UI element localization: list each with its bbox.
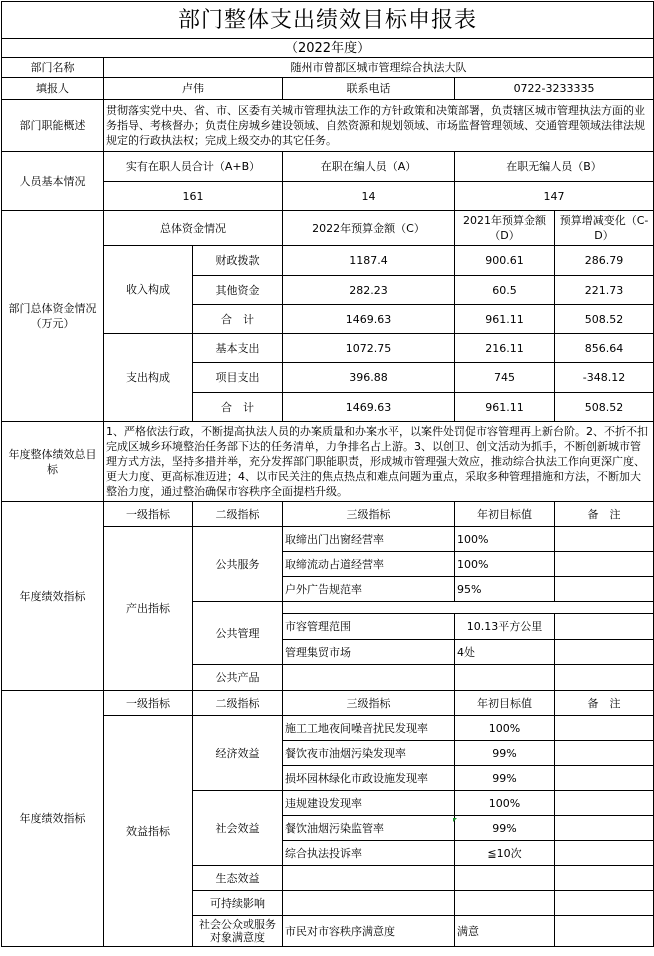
staff-total-value: 161: [104, 182, 283, 211]
staff-label: 人员基本情况: [2, 152, 104, 211]
perf-output-label: 年度绩效指标: [2, 502, 104, 691]
funds-head-total: 总体资金情况: [104, 211, 283, 246]
expense-c: 1072.75: [283, 334, 455, 363]
indicator-name: 户外广告规范率: [283, 577, 455, 602]
staff-a-value: 14: [283, 182, 455, 211]
indicator-remark: [555, 741, 654, 766]
ind-head-level1: 一级指标: [104, 691, 193, 716]
indicator-remark: [555, 577, 654, 602]
indicator-name: 损坏园林绿化市政设施发现率: [283, 766, 455, 791]
indicator-name: 市民对市容秩序满意度: [283, 916, 455, 947]
indicator-target: 99%: [455, 741, 555, 766]
indicator-remark: [555, 716, 654, 741]
ind-head-level1: 一级指标: [104, 502, 193, 527]
indicator-target: 99%: [455, 816, 555, 841]
expense-diff: -348.12: [555, 363, 654, 393]
staff-header-total: 实有在职人员合计（A+B）: [104, 152, 283, 182]
indicator-name: [283, 665, 455, 691]
expense-c: 396.88: [283, 363, 455, 393]
indicator-name: 餐饮夜市油烟污染发现率: [283, 741, 455, 766]
expense-d: 745: [455, 363, 555, 393]
goal-label: 年度整体绩效总目标: [2, 422, 104, 502]
expense-diff: 856.64: [555, 334, 654, 363]
dept-name-value: 随州市曾都区城市管理综合执法大队: [104, 58, 654, 78]
income-name: 财政拨款: [193, 246, 283, 276]
level1-benefit: 效益指标: [104, 716, 193, 947]
duty-text: 贯彻落实党中央、省、市、区委有关城市管理执法工作的方针政策和决策部署，负责辖区城市管理执法方面的业务指导、考核督办；负责住房城乡建设领域、自然资源和规划领域、市场监督管理领域、交通管理领域法律法规规定的行政执法权；完成上级交办的其它任务。: [104, 100, 654, 152]
indicator-target: [455, 866, 555, 891]
expense-total-diff: 508.52: [555, 393, 654, 422]
filler-label: 填报人: [2, 78, 104, 100]
indicator-target: 4处: [455, 640, 555, 665]
indicator-remark: [555, 866, 654, 891]
indicator-target: 100%: [455, 791, 555, 816]
staff-header-a: 在职在编人员（A）: [283, 152, 455, 182]
phone-value: 0722-3233335: [455, 78, 654, 100]
form-title: 部门整体支出绩效目标申报表: [2, 2, 654, 39]
indicator-remark: [555, 665, 654, 691]
indicator-target: 100%: [455, 527, 555, 552]
indicator-target: 满意: [455, 916, 555, 947]
indicator-name: [283, 866, 455, 891]
ind-head-target: 年初目标值: [455, 502, 555, 527]
expense-d: 216.11: [455, 334, 555, 363]
indicator-remark: [555, 916, 654, 947]
level2-social: 社会效益: [193, 791, 283, 866]
income-total-name: 合 计: [193, 305, 283, 334]
perf-benefit-label: 年度绩效指标: [2, 691, 104, 947]
expense-total-c: 1469.63: [283, 393, 455, 422]
expense-total-name: 合 计: [193, 393, 283, 422]
indicator-name: [283, 891, 455, 916]
expense-name: 基本支出: [193, 334, 283, 363]
level2-public-product: 公共产品: [193, 665, 283, 691]
goal-text: 1、严格依法行政，不断提高执法人员的办案质量和办案水平，以案件处罚促市容管理再上新台阶。2、不折不扣完成区城乡环境整治任务部下达的任务清单，力争排名占上游。3、以创卫、创文活动为抓手，不断创新城市管理方式方法，坚持多措并举，充分发挥部门职能职责，形成城市管理强大效应，推动综合执法工作向更深广度、更大力度、更高标准迈进；4、以市民关注的焦点热点和难点问题为重点，采取多种管理措施和方法，不断加大整治力度，通过整治确保市容秩序全面提档升级。: [104, 422, 654, 502]
phone-label: 联系电话: [283, 78, 455, 100]
indicator-name: 餐饮油烟污染监管率: [283, 816, 455, 841]
level2-economic: 经济效益: [193, 716, 283, 791]
income-diff: 221.73: [555, 276, 654, 305]
income-name: 其他资金: [193, 276, 283, 305]
cell-comment-marker: [453, 818, 457, 822]
income-d: 900.61: [455, 246, 555, 276]
income-diff: 286.79: [555, 246, 654, 276]
spacer-cell: [283, 602, 654, 614]
indicator-target: [455, 665, 555, 691]
indicator-remark: [555, 766, 654, 791]
indicator-target: ≦10次: [455, 841, 555, 866]
ind-head-remark: 备 注: [555, 691, 654, 716]
ind-head-level2: 二级指标: [193, 502, 283, 527]
indicator-target: 99%: [455, 766, 555, 791]
indicator-remark: [555, 614, 654, 640]
indicator-name: 综合执法投诉率: [283, 841, 455, 866]
staff-header-b: 在职无编人员（B）: [455, 152, 654, 182]
income-d: 60.5: [455, 276, 555, 305]
indicator-name: 违规建设发现率: [283, 791, 455, 816]
level1-output: 产出指标: [104, 527, 193, 691]
ind-head-remark: 备 注: [555, 502, 654, 527]
indicator-remark: [555, 640, 654, 665]
form-year: （2022年度）: [2, 39, 654, 58]
indicator-name: 管理集贸市场: [283, 640, 455, 665]
duty-label: 部门职能概述: [2, 100, 104, 152]
indicator-target: [455, 891, 555, 916]
level2-public-management: 公共管理: [193, 602, 283, 665]
funds-head-c: 2022年预算金额（C）: [283, 211, 455, 246]
income-total-d: 961.11: [455, 305, 555, 334]
expense-total-d: 961.11: [455, 393, 555, 422]
indicator-target: 100%: [455, 552, 555, 577]
indicator-remark: [555, 816, 654, 841]
performance-form: [1, 1, 653, 954]
ind-head-level3: 三级指标: [283, 502, 455, 527]
funds-label: 部门总体资金情况（万元）: [2, 211, 104, 422]
staff-b-value: 147: [455, 182, 654, 211]
level2-public-service: 公共服务: [193, 527, 283, 602]
indicator-remark: [555, 552, 654, 577]
income-c: 282.23: [283, 276, 455, 305]
level2-sustainable: 可持续影响: [193, 891, 283, 916]
income-label: 收入构成: [104, 246, 193, 334]
level2-satisfaction: 社会公众或服务对象满意度: [193, 916, 283, 947]
funds-head-d: 2021年预算金额（D）: [455, 211, 555, 246]
indicator-target: 100%: [455, 716, 555, 741]
expense-name: 项目支出: [193, 363, 283, 393]
income-total-diff: 508.52: [555, 305, 654, 334]
form-table: [1, 1, 654, 947]
indicator-name: 施工工地夜间噪音扰民发现率: [283, 716, 455, 741]
ind-head-level3: 三级指标: [283, 691, 455, 716]
indicator-remark: [555, 791, 654, 816]
indicator-name: 取缔流动占道经营率: [283, 552, 455, 577]
income-c: 1187.4: [283, 246, 455, 276]
indicator-name: 取缔出门出窗经营率: [283, 527, 455, 552]
indicator-remark: [555, 527, 654, 552]
filler-name: 卢伟: [104, 78, 283, 100]
income-total-c: 1469.63: [283, 305, 455, 334]
ind-head-target: 年初目标值: [455, 691, 555, 716]
funds-head-diff: 预算增减变化（C-D）: [555, 211, 654, 246]
indicator-remark: [555, 891, 654, 916]
expense-label: 支出构成: [104, 334, 193, 422]
ind-head-level2: 二级指标: [193, 691, 283, 716]
dept-name-label: 部门名称: [2, 58, 104, 78]
indicator-remark: [555, 841, 654, 866]
indicator-target: 10.13平方公里: [455, 614, 555, 640]
level2-ecological: 生态效益: [193, 866, 283, 891]
indicator-name: 市容管理范围: [283, 614, 455, 640]
indicator-target: 95%: [455, 577, 555, 602]
